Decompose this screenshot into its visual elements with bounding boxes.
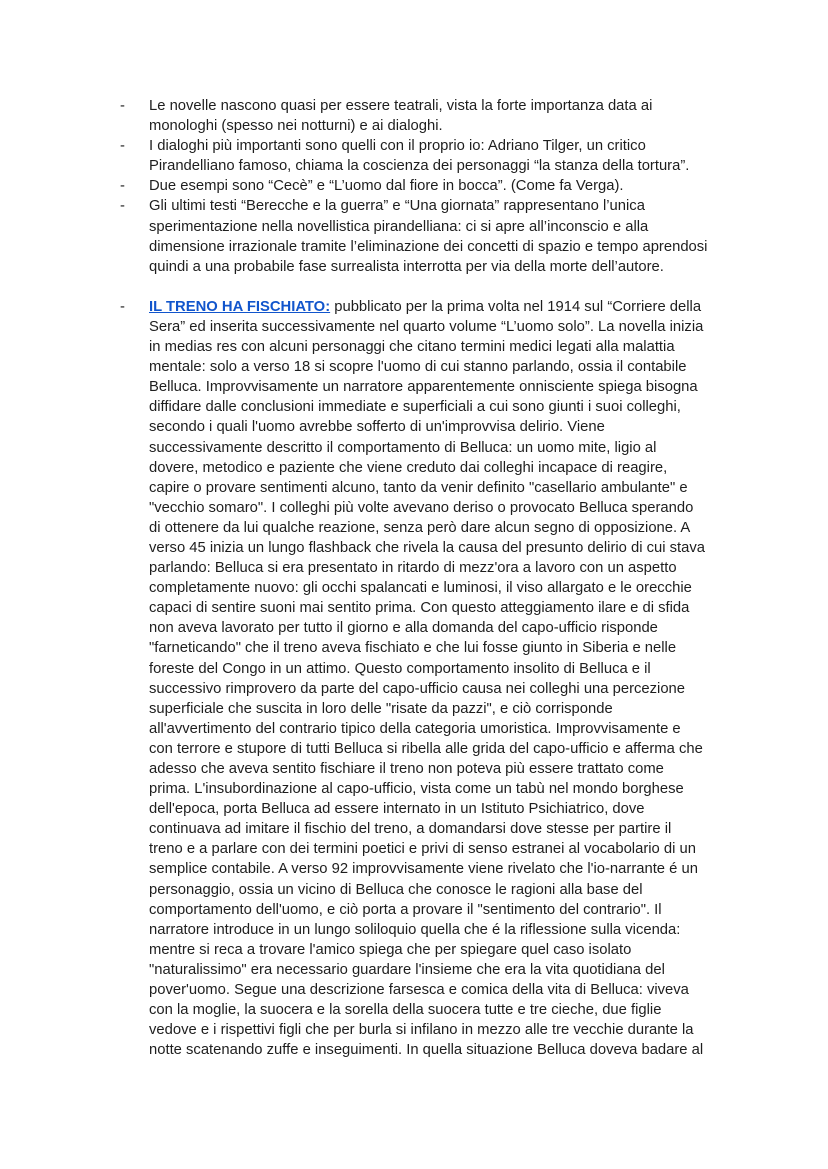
bullet-dash: - bbox=[120, 138, 125, 155]
list-item bbox=[120, 176, 740, 196]
list-item bbox=[120, 196, 740, 276]
list-item-text: Le novelle nascono quasi per essere teatrali, vista la forte importanza data ai monologhi (spesso nei notturni) e ai dialoghi. bbox=[149, 98, 653, 135]
treno-paragraph bbox=[149, 297, 740, 1061]
treno-title-link[interactable]: IL TRENO HA FISCHIATO: bbox=[149, 298, 331, 315]
list-item-treno bbox=[120, 297, 740, 1061]
bullet-dash: - bbox=[120, 298, 125, 315]
notes-list bbox=[120, 96, 740, 1060]
list-item-text: Gli ultimi testi “Berecche e la guerra” e “Una giornata” rappresentano l’unica sperimentazione nella novellistica pirandelliana: ci si apre all’inconscio e alla dimensione irrazionale tramite l’eliminazione dei concetti di spazio e tempo aprendosi quindi a una probabile fase surrealista interrotta per via della morte dell’autore. bbox=[149, 198, 708, 275]
list-item-text: I dialoghi più importanti sono quelli con il proprio io: Adriano Tilger, un critico Pirandelliano famoso, chiama la coscienza dei personaggi “la stanza della tortura”. bbox=[149, 138, 690, 175]
list-item bbox=[120, 96, 740, 136]
bullet-dash: - bbox=[120, 198, 125, 215]
bullet-dash: - bbox=[120, 178, 125, 195]
treno-body: pubblicato per la prima volta nel 1914 sul “Corriere della Sera” ed inserita successivamente nel quarto volume “L’uomo solo”. La novella inizia in medias res con alcuni personaggi che citano termini medici legati alla malattia mentale: solo a verso 18 si scopre l'uomo di cui stanno parlando, ossia il contabile Belluca. Improvvisamente un narratore apparentemente onnisciente spiega bisogna diffidare dalle conclusioni immediate e superficiali a cui sono giunti i suoi colleghi, secondo i quali l'uomo avrebbe sofferto di un'improvvisa delirio. Viene successivamente descritto il comportamento di Belluca: un uomo mite, ligio al dovere, metodico e paziente che viene creduto dai colleghi incapace di reagire, capire o provare sentimenti alcuno, tanto da venir definito "casellario ambulante" e "vecchio somaro". I colleghi più volte avevano deriso o provocato Belluca sperando di ottenere da lui qualche reazione, senza però dare alcun segno di opposizione. A verso 45 inizia un lungo flashback che rivela la causa del presunto delirio di cui stava parlando: Belluca si era presentato in ritardo di mezz'ora a lavoro con un aspetto completamente nuovo: gli occhi spalancati e luminosi, il viso allargato e le orecchie capaci di sentire suoni mai sentito prima. Con questo atteggiamento ilare e di sfida non aveva lavorato per tutto il giorno e alla domanda del capo-ufficio risponde "farneticando" che il treno aveva fischiato e che lui fosse giunto in Siberia e nelle foreste del Congo in un attimo. Questo comportamento insolito di Belluca e il successivo rimprovero da parte del capo-ufficio causa nei colleghi una percezione superficiale che suscita in loro delle "risate da pazzi", e ciò corrisponde all'avvertimento del contrario tipico della categoria umoristica. Improvvisamente e con terrore e stupore di tutti Belluca si ribella alle grida del capo-ufficio e afferma che adesso che aveva sentito fischiare il treno non poteva più essere trattato come prima. L'insubordinazione al capo-ufficio, vista come un tabù nel mondo borghese dell'epoca, porta Belluca ad essere internato in un Istituto Psichiatrico, dove continuava ad imitare il fischio del treno, a domandarsi dove stesse per partire il treno e a parlare con dei termini poetici e privi di senso estranei al vocabolario di un semplice contabile. A verso 92 improvvisamente viene rivelato che l'io-narrante é un personaggio, ossia un vicino di Belluca che conosce le ragioni alla base del comportamento dell'uomo, e ciò porta a provare il "sentimento del contrario". Il narratore introduce in un lungo soliloquio quella che é la riflessione sulla vicenda: mentre si reca a trovare l'amico spiega che per spiegare quel caso isolato "naturalissimo" era necessario guardare l'insieme che era la vita quotidiana del pover'uomo. Segue una descrizione farsesca e comica della vita di Belluca: viveva con la moglie, la suocera e la sorella della suocera tutte e tre cieche, due figlie vedove e i rispettivi figli che per burla si infilano in mezzo alle tre vecchie durante la notte scatenando zuffe e inseguimenti. In quella situazione Belluca doveva badare al bbox=[149, 298, 706, 1059]
list-item-text: Due esempi sono “Cecè” e “L’uomo dal fiore in bocca”. (Come fa Verga). bbox=[149, 178, 624, 195]
list-item bbox=[120, 136, 740, 176]
bullet-dash: - bbox=[120, 98, 125, 114]
